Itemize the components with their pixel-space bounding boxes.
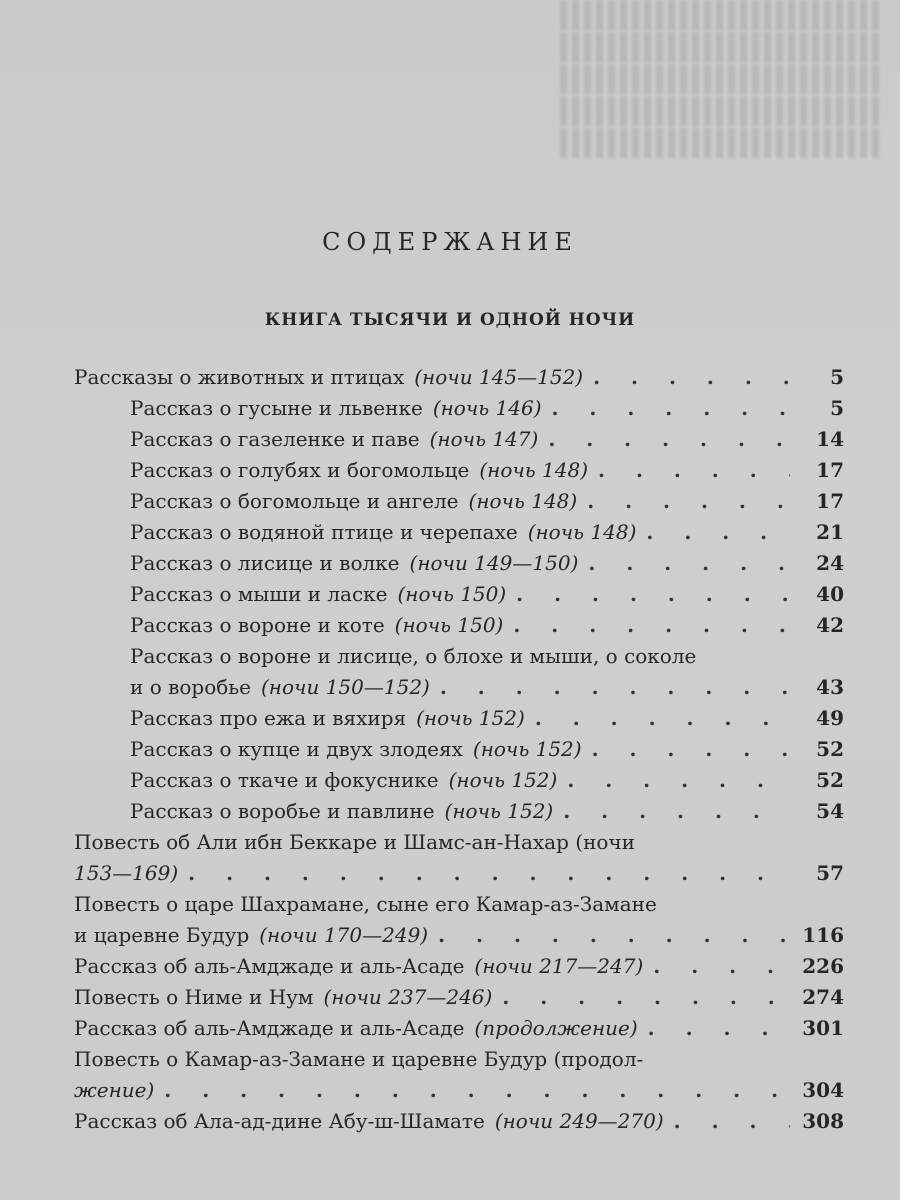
toc-entry-page-number: 40 [816, 582, 844, 606]
toc-entry-page-number: 42 [816, 613, 844, 637]
toc-entry-page-number: 304 [802, 1078, 844, 1102]
toc-entry-nights: (ночь 152) [444, 799, 554, 823]
toc-entry-title-continuation: и о воробье [130, 675, 251, 699]
toc-entry-title: Рассказ о гусыне и львенке [130, 396, 423, 420]
toc-entry-page-number: 52 [816, 768, 844, 792]
toc-entry [74, 362, 844, 393]
dot-leader [557, 765, 790, 796]
page-title: СОДЕРЖАНИЕ [322, 228, 578, 256]
toc-entry-title: Рассказ о голубях и богомольце [130, 458, 470, 482]
toc-entry-title: Рассказ об аль-Амджаде и аль-Асаде [74, 1016, 465, 1040]
dot-leader [578, 548, 790, 579]
toc-entry-title: Рассказ о богомольце и ангеле [130, 489, 459, 513]
toc-entry-page-number: 5 [830, 365, 844, 389]
dot-leader [492, 982, 790, 1013]
toc-entry-nights: 153—169) [74, 861, 179, 885]
toc-entry-nights: (ночь 148) [527, 520, 637, 544]
toc-entry-page-number: 308 [802, 1109, 844, 1133]
toc-entry-nights: (ночь 152) [472, 737, 582, 761]
toc-entry-nights: (ночь 152) [416, 706, 525, 730]
toc-entry-title: Рассказ о мыши и ласке [130, 582, 388, 606]
toc-entry-title: Рассказ о воробье и павлине [130, 799, 435, 823]
toc-entry [74, 393, 844, 424]
dot-leader [577, 486, 790, 517]
toc-entry [74, 889, 844, 951]
toc-entry-nights: (ночь 150) [397, 582, 507, 606]
toc-entry-title: Повесть об Али ибн Беккаре и Шамс-ан-Нахар (ночи [74, 830, 635, 854]
toc-entry [74, 610, 844, 641]
dot-leader [178, 858, 790, 889]
toc-entry-title: Рассказ о вороне и лисице, о блохе и мыши, о соколе [130, 644, 697, 668]
toc-entry-nights: (ночь 152) [448, 768, 558, 792]
toc-entry-nights: (ночи 217—247) [474, 954, 644, 978]
dot-leader [582, 734, 790, 765]
dot-leader [154, 1075, 790, 1106]
toc-entry-page-number: 52 [816, 737, 844, 761]
toc-entry-nights: (ночи 237—246) [323, 985, 493, 1009]
toc-entry-page-number: 21 [816, 520, 844, 544]
toc-entry-nights: жение) [74, 1078, 155, 1102]
toc-entry-nights: (ночь 147) [429, 427, 539, 451]
toc-entry-title-continuation: и царевне Будур [74, 923, 250, 947]
toc-entry-nights: (ночи 249—270) [494, 1109, 664, 1133]
toc-entry-title: Рассказ об Ала-ад-дине Абу-ш-Шамате [74, 1109, 485, 1133]
toc-entry-nights: (ночи 145—152) [414, 365, 584, 389]
toc-entry-page-number: 17 [816, 489, 844, 513]
toc-entry [74, 827, 844, 889]
toc-entry-title: Рассказ про ежа и вяхиря [130, 706, 407, 730]
book-subtitle: КНИГА ТЫСЯЧИ И ОДНОЙ НОЧИ [264, 310, 636, 330]
toc-entry-nights: (ночи 170—249) [259, 923, 429, 947]
toc-entry-page-number: 226 [802, 954, 844, 978]
toc-entry-page-number: 54 [816, 799, 844, 823]
toc-entry-page-number: 57 [816, 861, 844, 885]
toc-entry [74, 1013, 844, 1044]
toc-entry-page-number: 5 [830, 396, 844, 420]
toc-entry [74, 579, 844, 610]
toc-entry-title: Повесть о царе Шахрамане, сыне его Камар-аз-Замане [74, 892, 657, 916]
toc-entry [74, 951, 844, 982]
dot-leader [538, 424, 790, 455]
dot-leader [503, 610, 790, 641]
toc-entry [74, 765, 844, 796]
dot-leader [636, 517, 790, 548]
toc-entry [74, 1106, 844, 1137]
toc-entry-page-number: 43 [816, 675, 844, 699]
toc-entry-title: Повесть о Камар-аз-Замане и царевне Будур (продол- [74, 1047, 644, 1071]
dot-leader [643, 951, 790, 982]
toc-entry-nights: (ночь 148) [479, 458, 589, 482]
toc-entry [74, 548, 844, 579]
toc-entry-page-number: 24 [816, 551, 844, 575]
toc-entry [74, 486, 844, 517]
toc-entry-page-number: 14 [816, 427, 844, 451]
toc-entry-title: Рассказ о газеленке и паве [130, 427, 420, 451]
toc-entry-nights: (ночи 150—152) [261, 675, 430, 699]
toc-entry-page-number: 49 [816, 706, 844, 730]
table-of-contents [74, 362, 844, 1137]
dot-leader [430, 672, 790, 703]
toc-entry-title: Рассказ об аль-Амджаде и аль-Асаде [74, 954, 465, 978]
toc-entry-title: Повесть о Ниме и Нум [74, 985, 314, 1009]
toc-entry-title: Рассказ о ткаче и фокуснике [130, 768, 439, 792]
toc-entry-title: Рассказ о купце и двух злодеях [130, 737, 463, 761]
bleed-through-text [560, 0, 880, 170]
toc-entry-nights: (ночи 149—150) [409, 551, 579, 575]
toc-entry [74, 455, 844, 486]
toc-entry-title: Рассказ о водяной птице и черепахе [130, 520, 518, 544]
toc-entry-page-number: 116 [802, 923, 844, 947]
dot-leader [664, 1106, 790, 1137]
dot-leader [525, 703, 790, 734]
dot-leader [588, 455, 790, 486]
dot-leader [553, 796, 790, 827]
toc-entry [74, 641, 844, 703]
dot-leader [428, 920, 790, 951]
toc-entry-title: Рассказы о животных и птицах [74, 365, 405, 389]
toc-entry-page-number: 301 [802, 1016, 844, 1040]
toc-entry-nights: (ночь 150) [394, 613, 504, 637]
toc-entry-nights: (ночь 146) [432, 396, 542, 420]
toc-entry [74, 424, 844, 455]
dot-leader [542, 393, 791, 424]
toc-entry [74, 1044, 844, 1106]
dot-leader [638, 1013, 790, 1044]
toc-entry-nights: (продолжение) [474, 1016, 638, 1040]
toc-entry [74, 734, 844, 765]
toc-entry-nights: (ночь 148) [468, 489, 578, 513]
toc-entry-title: Рассказ о лисице и волке [130, 551, 400, 575]
dot-leader [506, 579, 790, 610]
toc-entry [74, 703, 844, 734]
toc-entry-title: Рассказ о вороне и коте [130, 613, 385, 637]
toc-entry [74, 517, 844, 548]
dot-leader [583, 362, 790, 393]
toc-entry-page-number: 17 [816, 458, 844, 482]
toc-entry-page-number: 274 [802, 985, 844, 1009]
toc-entry [74, 982, 844, 1013]
toc-entry [74, 796, 844, 827]
